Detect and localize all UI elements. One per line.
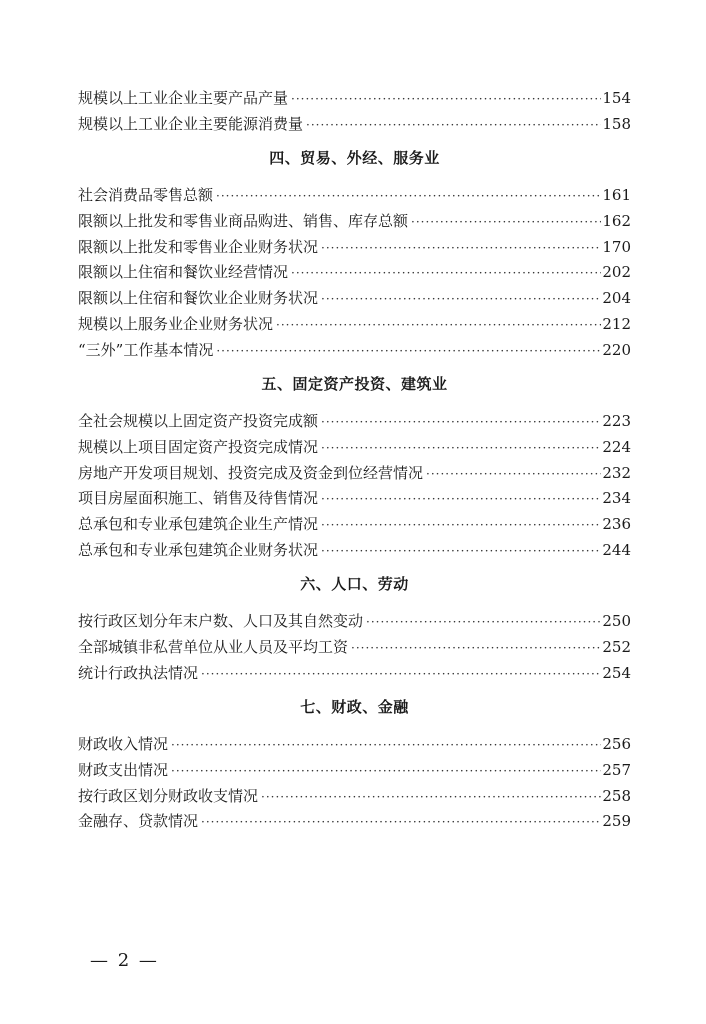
toc-entry[interactable] xyxy=(78,809,631,835)
section-heading: 六、人口、劳动 xyxy=(300,575,409,594)
toc-entry[interactable] xyxy=(78,286,631,312)
toc-entry[interactable] xyxy=(78,86,631,112)
toc-entry-page: 202 xyxy=(602,263,631,282)
toc-entry-page: 223 xyxy=(602,412,631,431)
toc-entry[interactable] xyxy=(78,209,631,235)
toc-entry[interactable] xyxy=(78,784,631,810)
toc-entry-title: 限额以上住宿和餐饮业企业财务状况 xyxy=(78,289,319,308)
toc-entry[interactable] xyxy=(78,732,631,758)
toc-section xyxy=(78,371,631,563)
section-heading: 四、贸易、外经、服务业 xyxy=(269,149,440,168)
toc-entry[interactable] xyxy=(78,183,631,209)
toc-entry[interactable] xyxy=(78,512,631,538)
section-heading: 七、财政、金融 xyxy=(300,698,409,717)
toc-entry-page: 170 xyxy=(602,237,631,256)
toc-entry-page: 162 xyxy=(602,212,631,231)
toc-entry-page: 161 xyxy=(602,186,631,205)
dot-leader xyxy=(201,810,601,836)
toc-entry-title: 限额以上批发和零售业企业财务状况 xyxy=(78,237,319,256)
dot-leader xyxy=(276,313,601,339)
toc-entry-title: 统计行政执法情况 xyxy=(78,663,199,682)
table-of-contents xyxy=(78,86,631,835)
toc-entry-title: 全社会规模以上固定资产投资完成额 xyxy=(78,412,319,431)
toc-entry[interactable] xyxy=(78,338,631,364)
toc-entry[interactable] xyxy=(78,635,631,661)
toc-entry-page: 244 xyxy=(602,540,631,559)
toc-entry-title: 总承包和专业承包建筑企业财务状况 xyxy=(78,540,319,559)
dot-leader xyxy=(261,785,601,811)
toc-entry-title: 规模以上工业企业主要能源消费量 xyxy=(78,114,304,133)
dot-leader xyxy=(366,610,601,636)
toc-entry-page: 257 xyxy=(602,761,631,780)
toc-entry[interactable] xyxy=(78,661,631,687)
dot-leader xyxy=(321,436,601,462)
dot-leader xyxy=(321,539,601,565)
dot-leader xyxy=(321,487,601,513)
toc-entry-page: 234 xyxy=(602,489,631,508)
dot-leader xyxy=(321,513,601,539)
toc-entry-title: 项目房屋面积施工、销售及待售情况 xyxy=(78,489,319,508)
dot-leader xyxy=(216,184,601,210)
toc-entry-page: 258 xyxy=(602,786,631,805)
dot-leader xyxy=(351,636,601,662)
toc-entry-page: 250 xyxy=(602,612,631,631)
toc-entry[interactable] xyxy=(78,486,631,512)
toc-entry-page: 204 xyxy=(602,289,631,308)
toc-entry-title: 金融存、贷款情况 xyxy=(78,812,199,831)
toc-entry-title: 限额以上批发和零售业商品购进、销售、库存总额 xyxy=(78,212,409,231)
dot-leader xyxy=(171,733,601,759)
toc-entry-title: 限额以上住宿和餐饮业经营情况 xyxy=(78,263,289,282)
dot-leader xyxy=(201,662,601,688)
dot-leader xyxy=(321,410,601,436)
toc-entry-page: 154 xyxy=(602,89,631,107)
toc-entry-page: 254 xyxy=(602,663,631,682)
toc-entry-title: 全部城镇非私营单位从业人员及平均工资 xyxy=(78,638,349,656)
toc-entry-title: 房地产开发项目规划、投资完成及资金到位经营情况 xyxy=(78,463,424,482)
toc-entry-page: 252 xyxy=(602,638,631,656)
dot-leader xyxy=(171,759,601,785)
toc-entry-page: 224 xyxy=(602,437,631,456)
section-heading: 五、固定资产投资、建筑业 xyxy=(261,375,448,394)
toc-entry-page: 236 xyxy=(602,514,631,533)
toc-entry-page: 232 xyxy=(602,463,631,482)
toc-entry-title: 按行政区划分财政收支情况 xyxy=(78,786,259,805)
toc-entry-title: 规模以上项目固定资产投资完成情况 xyxy=(78,437,319,456)
toc-entry-page: 220 xyxy=(602,340,631,359)
toc-entry-page: 256 xyxy=(602,735,631,754)
toc-entry-title: 财政收入情况 xyxy=(78,735,169,754)
toc-entry[interactable] xyxy=(78,758,631,784)
toc-section xyxy=(78,571,631,686)
dot-leader xyxy=(321,236,601,262)
toc-entry[interactable] xyxy=(78,312,631,338)
toc-entry[interactable] xyxy=(78,538,631,564)
toc-entry-title: 规模以上服务业企业财务状况 xyxy=(78,314,274,333)
toc-entry-page: 158 xyxy=(602,114,631,133)
toc-entry-title: “三外”工作基本情况 xyxy=(78,340,214,359)
toc-entry[interactable] xyxy=(78,409,631,435)
toc-section xyxy=(78,86,631,137)
toc-entry[interactable] xyxy=(78,435,631,461)
dot-leader xyxy=(321,287,601,313)
dot-leader xyxy=(306,113,601,139)
toc-entry-page: 259 xyxy=(602,812,631,831)
toc-section xyxy=(78,694,631,835)
toc-section xyxy=(78,145,631,363)
toc-entry-title: 按行政区划分年末户数、人口及其自然变动 xyxy=(78,612,364,631)
toc-entry[interactable] xyxy=(78,461,631,487)
toc-entry-title: 社会消费品零售总额 xyxy=(78,186,214,205)
toc-entry[interactable] xyxy=(78,609,631,635)
toc-entry-title: 规模以上工业企业主要产品产量 xyxy=(78,89,289,107)
toc-entry-page: 212 xyxy=(602,314,631,333)
toc-entry-title: 财政支出情况 xyxy=(78,761,169,780)
toc-entry[interactable] xyxy=(78,235,631,261)
page-number: — 2 — xyxy=(90,950,159,971)
toc-entry-title: 总承包和专业承包建筑企业生产情况 xyxy=(78,514,319,533)
dot-leader xyxy=(216,339,601,365)
dot-leader xyxy=(411,210,601,236)
toc-entry[interactable] xyxy=(78,260,631,286)
dot-leader xyxy=(426,462,601,488)
toc-entry[interactable] xyxy=(78,112,631,138)
dot-leader xyxy=(291,261,601,287)
dot-leader xyxy=(291,87,601,113)
